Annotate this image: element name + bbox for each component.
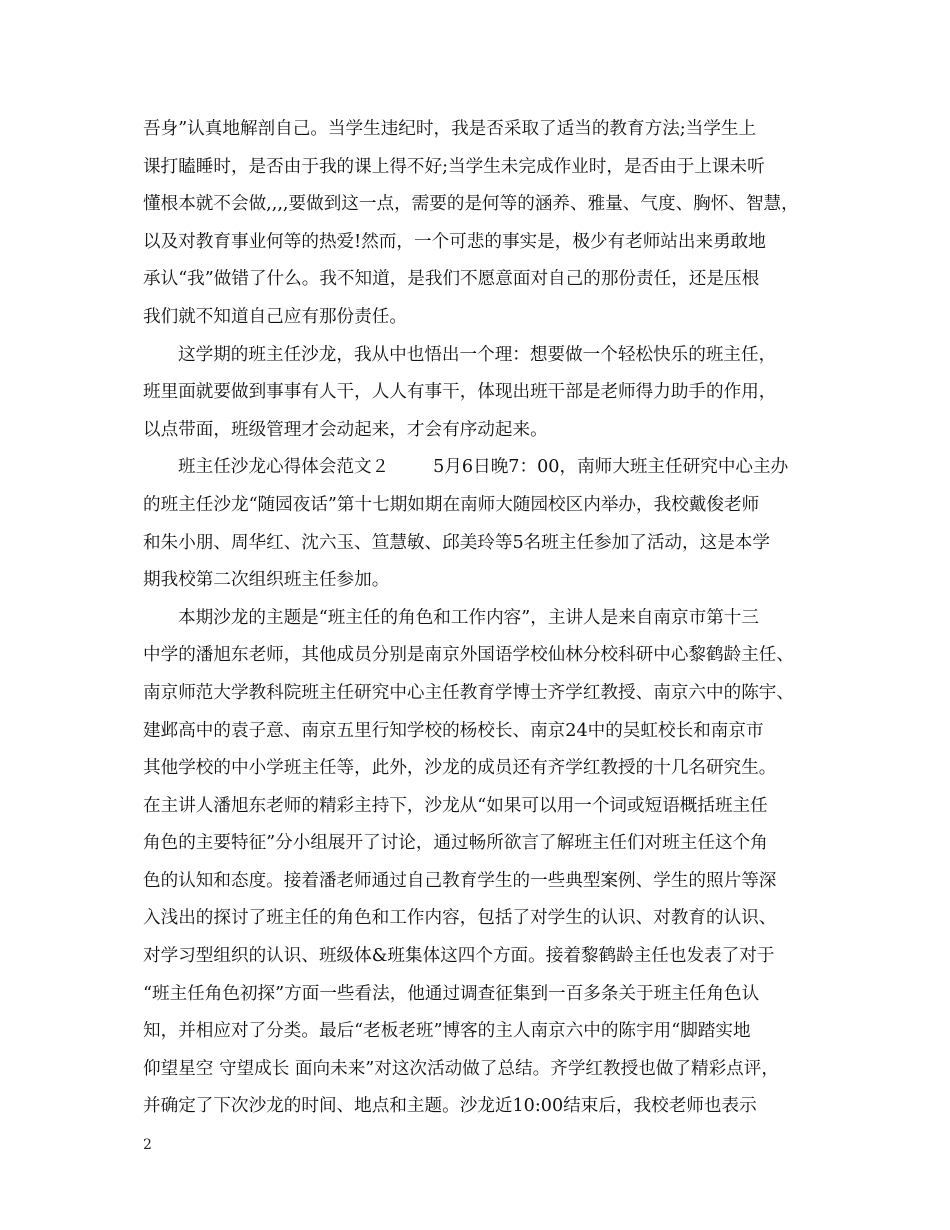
text-line-rest: 5月6日晚7：00，南师大班主任研究中心主办 bbox=[433, 457, 789, 478]
text-line: 班里面就要做到事事有人干，人人有事干，体现出班干部是老师得力助手的作用， bbox=[143, 382, 777, 403]
text-line: 以及对教育事业何等的热爱!然而，一个可悲的事实是，极少有老师站出来勇敢地 bbox=[143, 231, 766, 252]
text-line: 色的认知和态度。接着潘老师通过自己教育学生的一些典型案例、学生的照片等深 bbox=[143, 870, 777, 891]
text-line: 建邺高中的袁子意、南京五里行知学校的杨校长、南京24中的吴虹校长和南京市 bbox=[143, 720, 764, 741]
text-line: 中学的潘旭东老师，其他成员分别是南京外国语学校仙林分校科研中心黎鹤龄主任、 bbox=[143, 645, 794, 666]
text-line: 承认“我”做错了什么。我不知道，是我们不愿意面对自己的那份责任，还是压根 bbox=[143, 269, 760, 290]
text-line bbox=[143, 449, 815, 487]
text-line: 仰望星空 守望成长 面向未来”对这次活动做了总结。齐学红教授也做了精彩点评， bbox=[143, 1058, 779, 1079]
paragraph-4 bbox=[143, 600, 815, 1126]
text-line: 并确定了下次沙龙的时间、地点和主题。沙龙近10:00结束后，我校老师也表示 bbox=[143, 1096, 757, 1117]
paragraph-3 bbox=[143, 449, 815, 599]
paragraph-2 bbox=[143, 337, 815, 450]
section-heading: 班主任沙龙心得体会范文２ bbox=[178, 457, 390, 478]
page-number: 2 bbox=[143, 1137, 152, 1153]
text-line: 角色的主要特征”分小组展开了讨论，通过畅所欲言了解班主任们对班主任这个角 bbox=[143, 833, 768, 854]
document-body bbox=[143, 111, 815, 1126]
text-line: 对学习型组织的认识、班级体&班集体这四个方面。接着黎鹤龄主任也发表了对于 bbox=[143, 946, 775, 967]
text-line: 吾身”认真地解剖自己。当学生违纪时，我是否采取了适当的教育方法;当学生上 bbox=[143, 119, 757, 139]
text-line: 以点带面，班级管理才会动起来，才会有序动起来。 bbox=[143, 419, 548, 440]
text-line: 期我校第二次组织班主任参加。 bbox=[143, 570, 390, 591]
paragraph-1 bbox=[143, 111, 815, 337]
text-line: 懂根本就不会做,,,,要做到这一点，需要的是何等的涵养、雅量、气度、胸怀、智慧， bbox=[143, 194, 799, 215]
text-line: 我们就不知道自己应有那份责任。 bbox=[143, 306, 407, 327]
text-line: 入浅出的探讨了班主任的角色和工作内容，包括了对学生的认识、对教育的认识、 bbox=[143, 908, 777, 929]
text-line: 南京师范大学教科院班主任研究中心主任教育学博士齐学红教授、南京六中的陈宇、 bbox=[143, 682, 794, 703]
text-line: 在主讲人潘旭东老师的精彩主持下，沙龙从“如果可以用一个词或短语概括班主任 bbox=[143, 795, 768, 816]
text-line: 的班主任沙龙“随园夜话”第十七期如期在南师大随园校区内举办，我校戴俊老师 bbox=[143, 494, 760, 515]
text-line: 这学期的班主任沙龙，我从中也悟出一个理：想要做一个轻松快乐的班主任， bbox=[178, 344, 777, 365]
text-line: 本期沙龙的主题是“班主任的角色和工作内容”，主讲人是来自南京市第十三 bbox=[178, 607, 759, 628]
text-line: 和朱小朋、周华红、沈六玉、笪慧敏、邱美玲等5名班主任参加了活动，这是本学 bbox=[143, 532, 770, 553]
text-line: “班主任角色初探”方面一些看法，他通过调查征集到一百多条关于班主任角色认 bbox=[143, 983, 760, 1004]
text-line: 知，并相应对了分类。最后“老板老班”博客的主人南京六中的陈宇用“脚踏实地 bbox=[143, 1021, 751, 1042]
text-line: 课打瞌睡时，是否由于我的课上得不好;当学生未完成作业时，是否由于上课未听 bbox=[143, 156, 765, 177]
text-line: 其他学校的中小学班主任等，此外，沙龙的成员还有齐学红教授的十几名研究生。 bbox=[143, 758, 777, 779]
